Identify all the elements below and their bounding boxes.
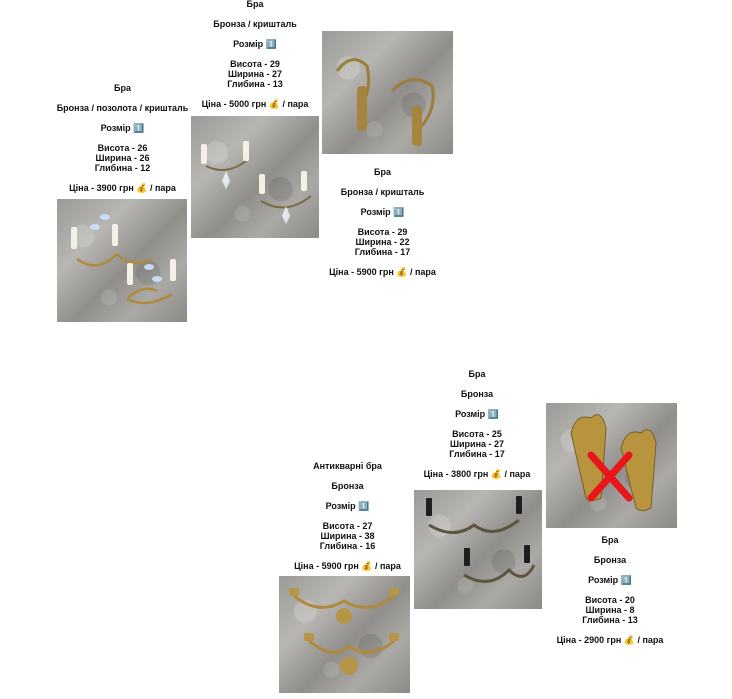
product-size-label: Розмір 1️⃣ xyxy=(100,123,145,133)
product-size-label: Розмір 1️⃣ xyxy=(588,575,632,585)
product-price: Ціна - 3800 грн 💰 / пара xyxy=(423,469,531,479)
sconce-illustration-icon xyxy=(414,490,542,609)
product-title: Бра xyxy=(468,369,486,379)
sconce-illustration-icon xyxy=(191,116,319,238)
product-price: Ціна - 5900 грн 💰 / пара xyxy=(329,267,436,277)
product-depth: Глибина - 12 xyxy=(94,163,151,173)
product-title: Бра xyxy=(114,83,131,93)
product-size-label: Розмір 1️⃣ xyxy=(455,409,499,419)
product-material: Бронза / позолота / кришталь xyxy=(56,103,189,113)
product-depth: Глибина - 16 xyxy=(319,541,376,551)
product-height: Висота - 29 xyxy=(230,59,280,69)
product-photo-4[interactable] xyxy=(279,576,410,693)
product-height: Висота - 20 xyxy=(585,595,635,605)
product-width: Ширина - 27 xyxy=(227,69,283,79)
product-material: Бронза xyxy=(593,555,627,565)
product-card-2 xyxy=(200,0,310,109)
product-size-label: Розмір 1️⃣ xyxy=(325,501,370,511)
sconce-illustration-icon xyxy=(279,576,410,693)
product-size-label: Розмір 1️⃣ xyxy=(360,207,405,217)
product-depth: Глибина - 17 xyxy=(354,247,411,257)
product-price: Ціна - 2900 грн 💰 / пара xyxy=(556,635,664,645)
product-card-3 xyxy=(320,167,445,277)
product-material: Бронза / кришталь xyxy=(213,19,297,29)
product-width: Ширина - 22 xyxy=(355,237,410,247)
product-height: Висота - 26 xyxy=(97,143,148,153)
product-height: Висота - 29 xyxy=(357,227,408,237)
product-size-label: Розмір 1️⃣ xyxy=(233,39,277,49)
product-price: Ціна - 5000 грн 💰 / пара xyxy=(201,99,309,109)
product-depth: Глибина - 13 xyxy=(582,615,638,625)
sconce-illustration-icon xyxy=(57,199,187,322)
product-title: Бра xyxy=(246,0,264,9)
product-height: Висота - 27 xyxy=(322,521,373,531)
product-width: Ширина - 38 xyxy=(320,531,375,541)
product-price: Ціна - 5900 грн 💰 / пара xyxy=(294,561,401,571)
product-photo-5[interactable] xyxy=(414,490,542,609)
product-depth: Глибина - 17 xyxy=(449,449,505,459)
product-card-6 xyxy=(550,535,670,645)
product-material: Бронза xyxy=(460,389,494,399)
product-photo-6[interactable] xyxy=(546,403,677,528)
product-width: Ширина - 27 xyxy=(449,439,505,449)
product-depth: Глибина - 13 xyxy=(227,79,283,89)
product-photo-1[interactable] xyxy=(57,199,187,322)
product-material: Бронза / кришталь xyxy=(340,187,425,197)
product-material: Бронза xyxy=(331,481,364,491)
product-card-1 xyxy=(50,83,195,193)
product-photo-2[interactable] xyxy=(191,116,319,238)
product-card-4 xyxy=(285,461,410,571)
product-title: Антикварні бра xyxy=(313,461,382,471)
product-title: Бра xyxy=(601,535,619,545)
sconce-illustration-icon xyxy=(322,31,453,154)
product-height: Висота - 25 xyxy=(452,429,502,439)
product-width: Ширина - 26 xyxy=(95,153,150,163)
product-title: Бра xyxy=(374,167,391,177)
product-price: Ціна - 3900 грн 💰 / пара xyxy=(69,183,176,193)
product-photo-3[interactable] xyxy=(322,31,453,154)
product-width: Ширина - 8 xyxy=(585,605,635,615)
product-card-5 xyxy=(417,369,537,479)
cross-mark-icon xyxy=(546,403,677,528)
